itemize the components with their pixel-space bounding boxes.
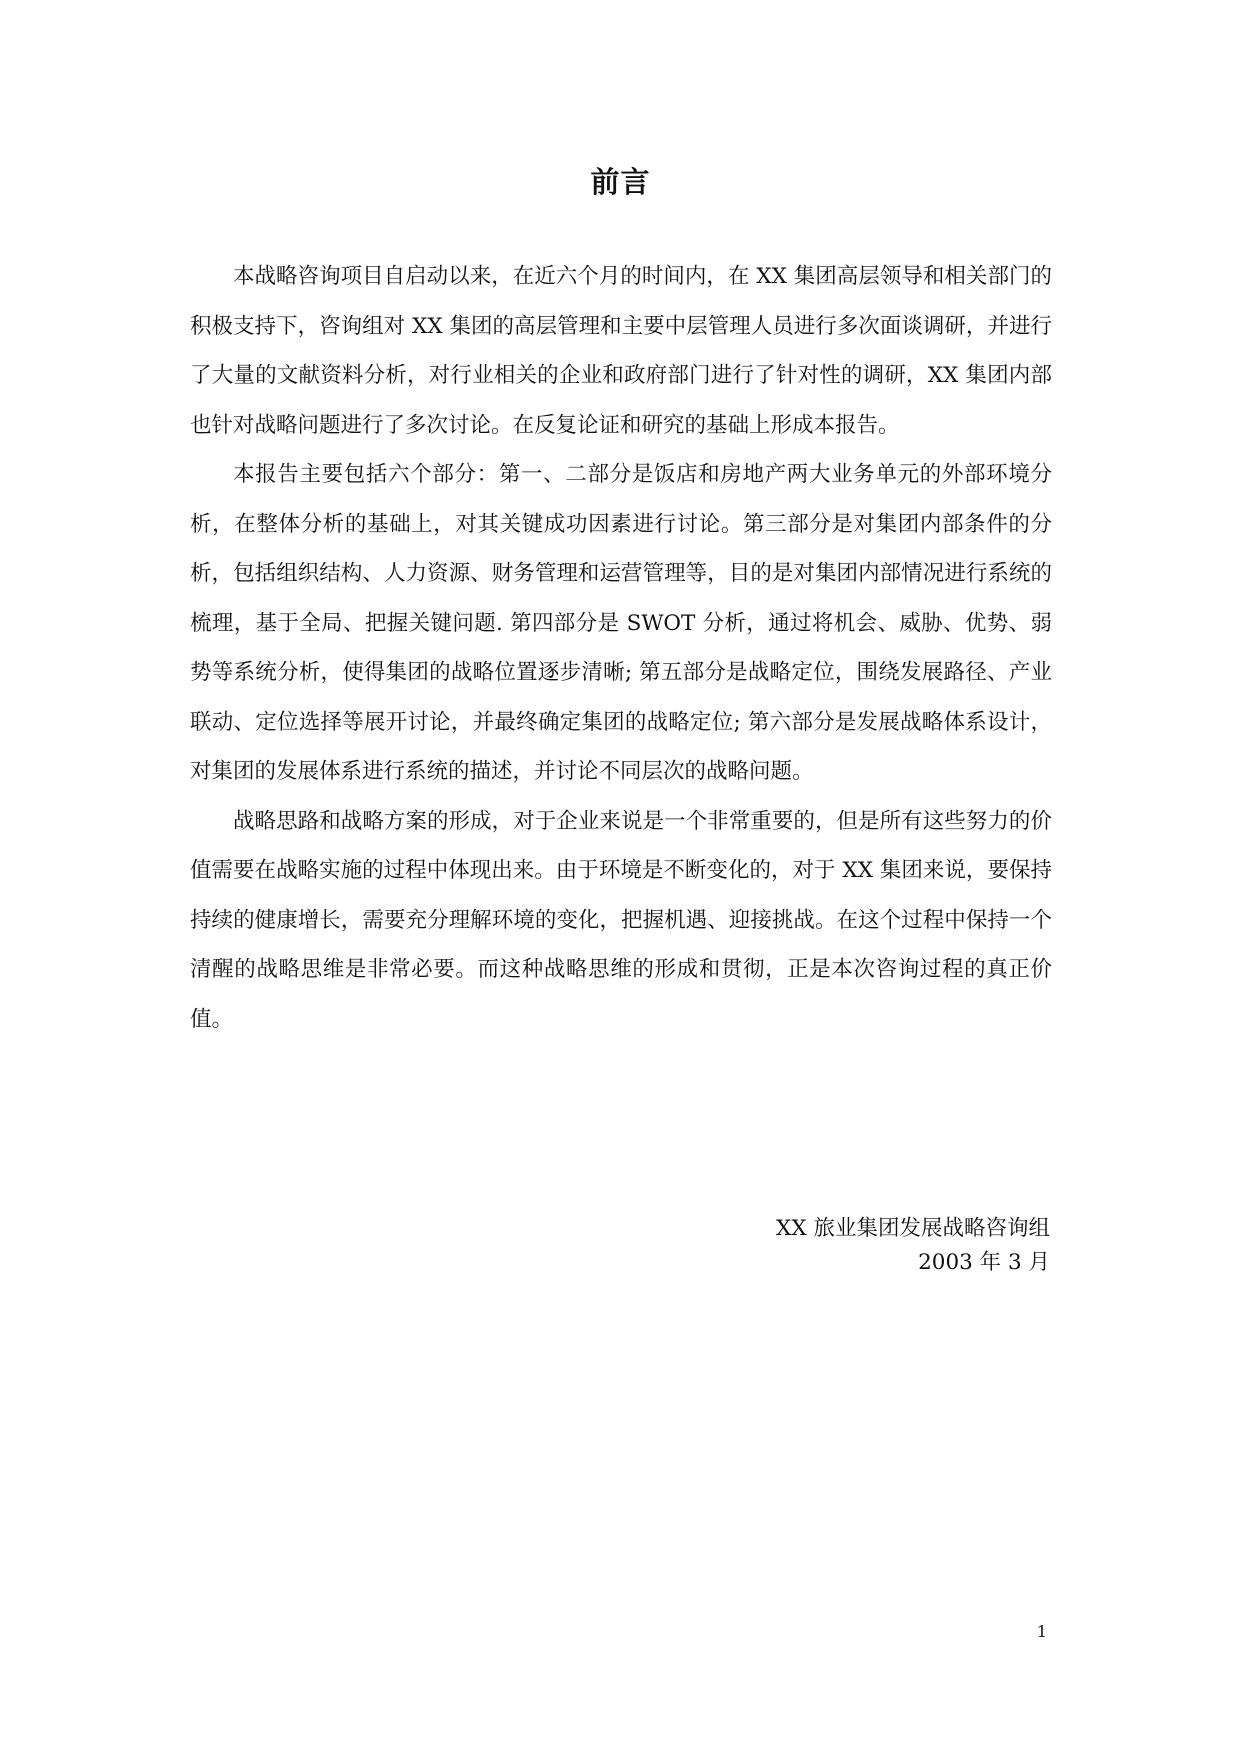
paragraph-3: 战略思路和战略方案的形成，对于企业来说是一个非常重要的，但是所有这些努力的价值需要在战略实施的过程中体现出来。由于环境是不断变化的，对于 XX 集团来说，要保持持续的健康增长，需要充分理解环境的变化，把握机遇、迎接挑战。在这个过程中保持一个清醒的战略思维是非常必要。而这种战略思维的形成和贯彻，正是本次咨询过程的真正价值。 — [190, 808, 1052, 1032]
paragraph-2: 本报告主要包括六个部分：第一、二部分是饭店和房地产两大业务单元的外部环境分析，在整体分析的基础上，对其关键成功因素进行讨论。第三部分是对集团内部条件的分析，包括组织结构、人力资源、财务管理和运营管理等，目的是对集团内部情况进行系统的梳理，基于全局、把握关键问题. 第四部分是 SWOT 分析，通过将机会、威胁、优势、弱势等系统分析，使得集团的战略位置逐步清晰; 第五部分是战略定位，围绕发展路径、产业联动、定位选择等展开讨论，并最终确定集团的战略定位; 第六部分是发展战略体系设计，对集团的发展体系进行系统的描述，并讨论不同层次的战略问题。 — [190, 462, 1052, 784]
page-title: 前言 — [590, 165, 651, 199]
paragraph-1: 本战略咨询项目自启动以来，在近六个月的时间内，在 XX 集团高层领导和相关部门的积极支持下，咨询组对 XX 集团的高层管理和主要中层管理人员进行多次面谈调研，并进行了大量的文献资料分析，对行业相关的企业和政府部门进行了针对性的调研，XX 集团内部也针对战略问题进行了多次讨论。在反复论证和研究的基础上形成本报告。 — [190, 264, 1052, 438]
page-number: 1 — [1036, 1622, 1047, 1641]
signature-date: 2003 年 3 月 — [918, 1250, 1050, 1275]
signature-block — [776, 1212, 1050, 1280]
signature-organization: XX 旅业集团发展战略咨询组 — [776, 1216, 1050, 1241]
preface-body — [190, 252, 1052, 1044]
